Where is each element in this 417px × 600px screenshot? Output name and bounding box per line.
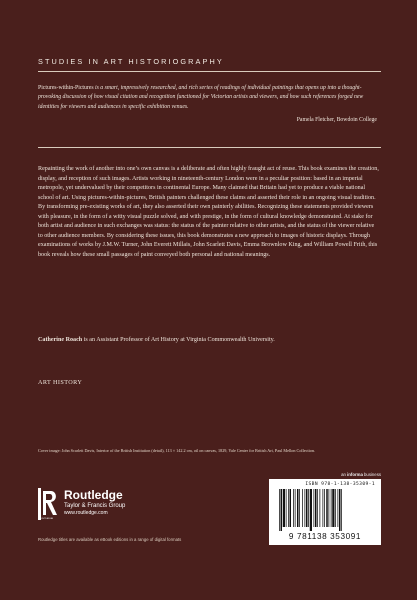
publisher-block xyxy=(64,489,125,517)
ebook-note: Routledge titles are available as eBook editions in a range of digital formats xyxy=(38,537,182,542)
routledge-logo-icon xyxy=(38,488,60,520)
author-bio xyxy=(38,336,357,346)
review-quote xyxy=(38,84,377,125)
review-attribution: Pamela Fletcher, Bowdoin College xyxy=(296,116,377,123)
informa-suffix: business xyxy=(362,472,381,477)
barcode xyxy=(269,479,381,545)
reviewed-book-title: Pictures-within-Pictures xyxy=(38,85,94,91)
barcode-bars-icon xyxy=(279,489,371,531)
review-text xyxy=(38,84,377,112)
informa-brand: informa xyxy=(347,472,363,477)
publisher-url: www.routledge.com xyxy=(64,510,108,516)
book-description: Repainting the work of another into one’s own canvas is a deliberate and often highly fraught act of reuse. This book examines the creation, display, and reception of such images. Artists working in nineteenth-century London were in a peculiar position: based in an imperial metropole, yet undervalued by their competitors in continental Europe. Many claimed that Britain had yet to produce a viable national school of art. Using pictures-within-pictures, British painters challenged these claims and asserted their role in an ongoing visual tradition. By transforming pre-existing works of art, they also asserted their own painterly abilities. Recognizing these statements provided viewers with pleasure, in the form of a witty visual puzzle solved, and with prestige, in the form of cultural knowledge demonstrated. At stake for both artist and audience in such exchanges was status: the status of the painter relative to other artists, and the status of the viewer relative to other audience members. By considering these issues, this book demonstrates a new approach to images of historic displays. Through examinations of works by J.M.W. Turner, John Everett Millais, John Scarlett Davis, Emma Brownlow King, and William Powell Frith, this book reveals how these small passages of paint conveyed both personal and national meanings. xyxy=(38,166,379,258)
publisher-group: Taylor & Francis Group xyxy=(64,503,126,509)
subject-category: ART HISTORY xyxy=(38,379,83,386)
isbn-text: ISBN 978-1-138-35309-1 xyxy=(305,482,375,487)
author-bio-text: is an Assistant Professor of Art History at Virginia Commonwealth University. xyxy=(82,337,275,343)
middle-rule xyxy=(38,147,381,148)
series-title: STUDIES IN ART HISTORIOGRAPHY xyxy=(38,57,224,66)
svg-text:ROUTLEDGE: ROUTLEDGE xyxy=(39,518,54,520)
informa-prefix: an xyxy=(341,472,348,477)
author-name: Catherine Roach xyxy=(38,337,83,343)
informa-note xyxy=(341,472,381,477)
cover-credit: Cover image: John Scarlett Davis, Interior of the British Institution (detail), 113 × 142.2 cm, oil on canvas, 1829, Yale Center for British Art, Paul Mellon Collection. xyxy=(38,448,316,453)
barcode-digits: 9 781138 353091 xyxy=(288,532,362,541)
publisher-name: Routledge xyxy=(64,488,123,502)
top-rule xyxy=(38,71,381,72)
review-quote-text: is a smart, impressively researched, and rich series of readings of individual paintings that opens up into a thought-provoking discussion of how visual citation and recognition functioned for Victorian artists and viewers, and how such references forged new identities for viewers and audiences in specific exhibition venues. xyxy=(38,85,364,110)
